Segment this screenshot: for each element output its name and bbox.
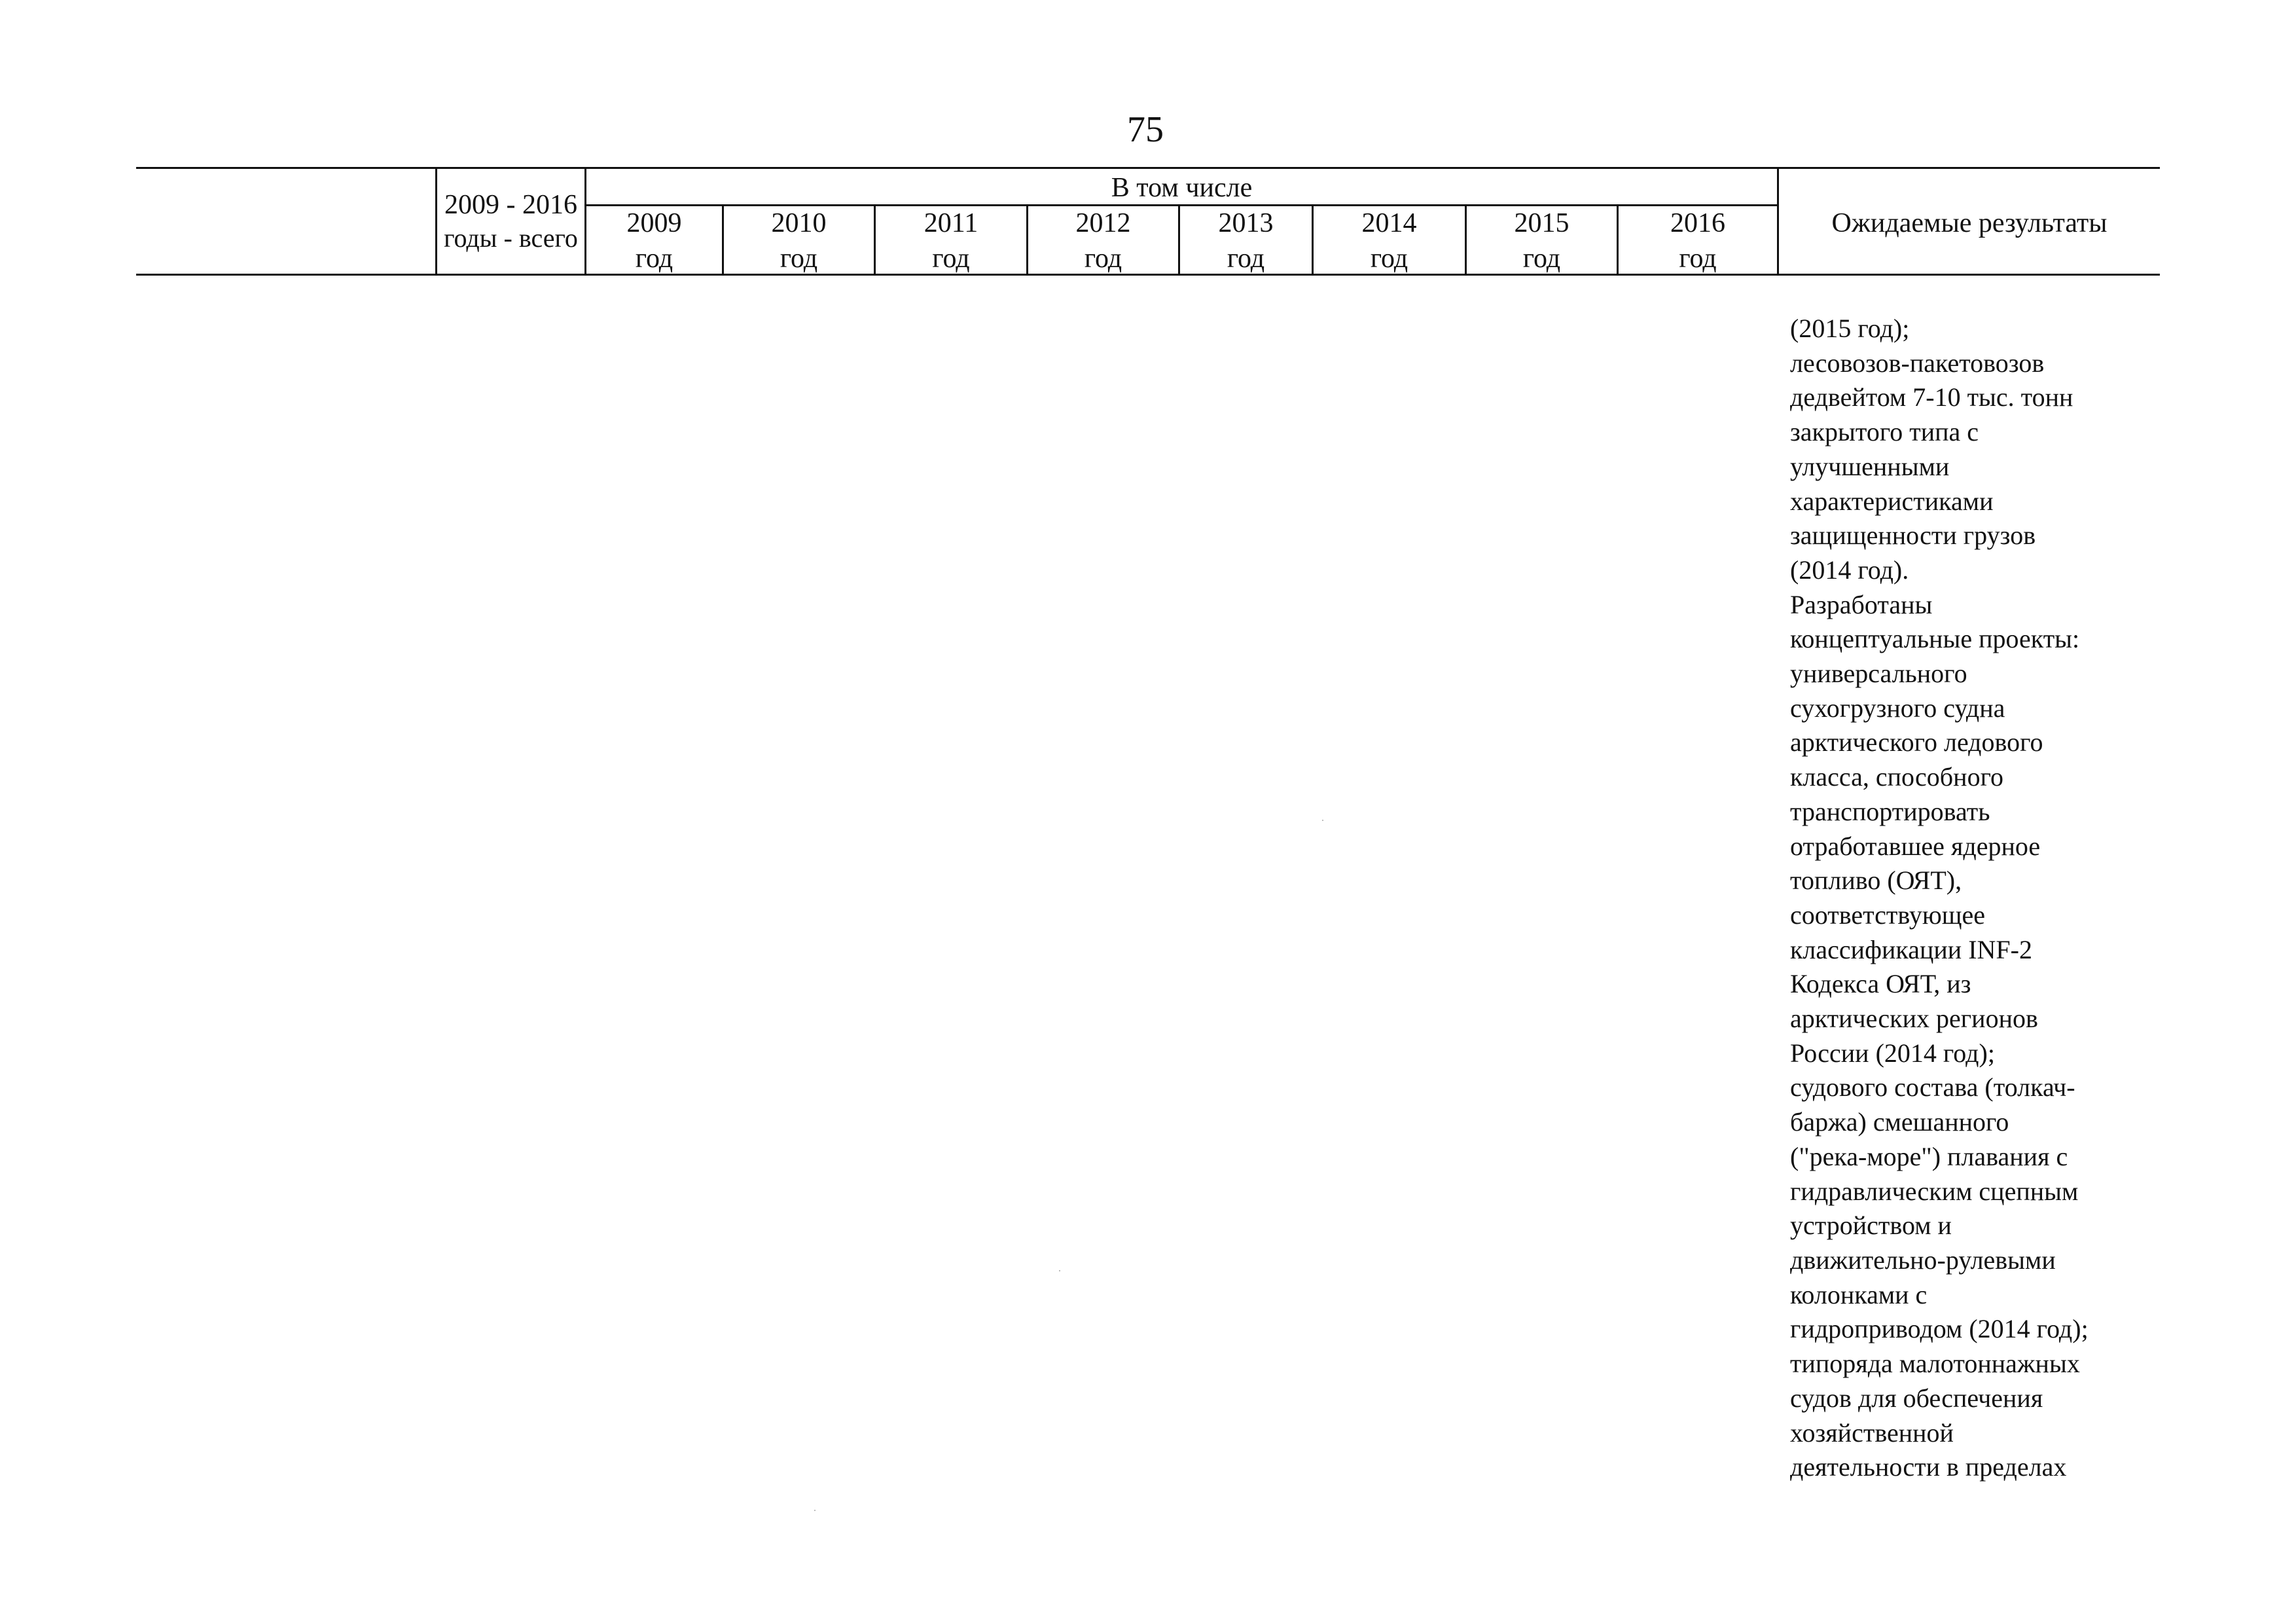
- including-under-rule: [584, 204, 1779, 206]
- year-2010-unit: год: [780, 244, 818, 274]
- including-label: В том числе: [1111, 173, 1253, 203]
- results-col-header: Ожидаемые результаты: [1831, 208, 2108, 238]
- year-2013: 2013: [1218, 208, 1274, 238]
- year-2010: 2010: [771, 208, 827, 238]
- year-2011: 2011: [924, 208, 978, 238]
- year-2009-unit: год: [635, 244, 673, 274]
- scan-speck: [814, 1510, 816, 1511]
- year-2015: 2015: [1514, 208, 1570, 238]
- year-2016-unit: год: [1679, 244, 1717, 274]
- col-divider: [435, 167, 437, 276]
- scan-speck: [1059, 1270, 1060, 1271]
- table-bottom-rule: [136, 274, 2160, 276]
- year-2012-unit: год: [1084, 244, 1122, 274]
- year-2012: 2012: [1075, 208, 1131, 238]
- year-2016: 2016: [1670, 208, 1725, 238]
- year-2013-unit: год: [1227, 244, 1265, 274]
- scan-speck: [1322, 820, 1323, 821]
- total-col-line2: годы - всего: [444, 223, 578, 253]
- table-top-rule: [136, 167, 2160, 169]
- year-2015-unit: год: [1522, 244, 1561, 274]
- year-2011-unit: год: [932, 244, 970, 274]
- total-col-line1: 2009 - 2016: [444, 190, 577, 220]
- year-2009: 2009: [626, 208, 682, 238]
- year-2014-unit: год: [1370, 244, 1408, 274]
- page-number: 75: [1127, 109, 1164, 150]
- expected-results-text: (2015 год); лесовозов-пакетовозов дедвейтом 7-10 тыс. тонн закрытого типа с улучшенными характеристиками защищенности грузов (2014 год). Разработаны концептуальные проекты: универсального сухогрузного судна арктического ледового класса, способного транспортировать отработавшее ядерное топливо (ОЯТ), соответствующее классификации INF-2 Кодекса ОЯТ, из арктических регионов России (2014 год); судового состава (толкач- баржа) смешанного ("река-море") плавания с гидравлическим сцепным устройством и движительно-рулевыми колонками с гидроприводом (2014 год); типоряда малотоннажных судов для обеспечения хозяйственной деятельности в пределах: [1790, 314, 2089, 1482]
- year-2014: 2014: [1361, 208, 1417, 238]
